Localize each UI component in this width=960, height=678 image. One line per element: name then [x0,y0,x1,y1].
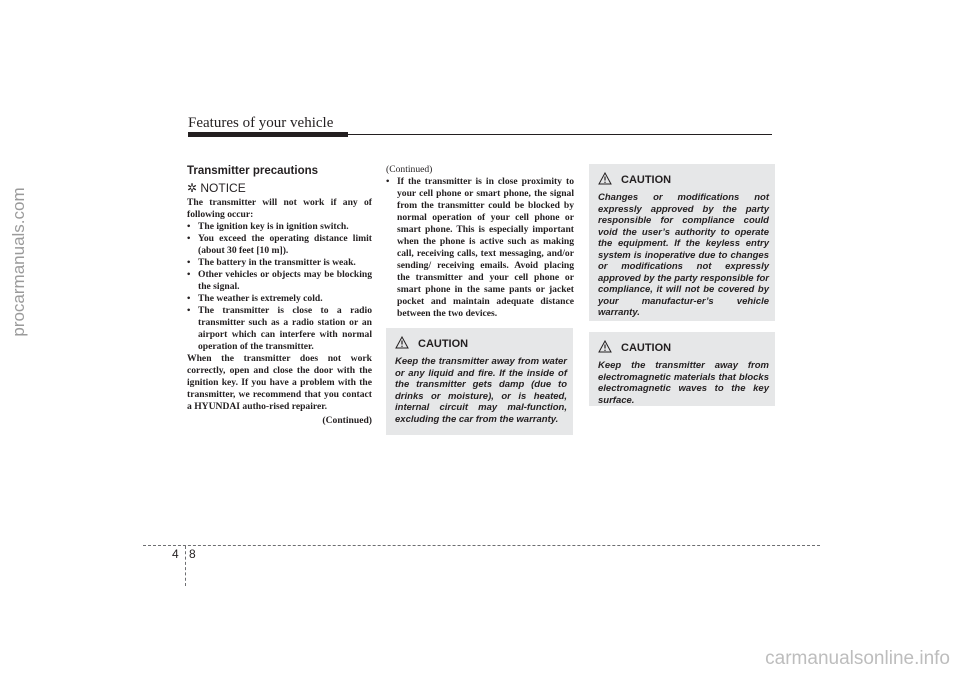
continued-label: (Continued) [322,415,372,426]
list-item: • The weather is extremely cold. [187,293,372,305]
column-2 [386,164,574,320]
list-item: • The battery in the transmitter is weak. [187,257,372,269]
chapter-number: 4 [172,547,179,561]
caution-text: Changes or modifications not expressly approved by the party responsible for compliance could void the user’s authority to operate the equipment. If the keyless entry system is inoperative due to changes or modifications not expressly approved by the party responsible for compliance, it will not be covered by your manufactur-er’s vehicle warranty. [598,192,769,318]
footer-divider [185,546,186,586]
notice-paragraph: When the transmitter does not work correctly, open and close the door with the ignition key. If you have a problem with the transmitter, we recommend that you contact a HYUNDAI autho-rised repairer. [187,353,372,412]
notice-bullet-list [187,221,372,353]
warning-triangle-icon [598,340,612,353]
list-item: • The transmitter is close to a radio transmitter such as a radio station or an airport which can interfere with normal operation of the transmitter. [187,305,372,353]
bottom-watermark: carmanualsonline.info [765,648,950,669]
caution-label: CAUTION [621,174,672,186]
caution-box-electromagnetic [589,332,775,406]
caution-text: Keep the transmitter away from water or any liquid and fire. If the inside of the transmitter gets damp (due to drinks or moisture), or is heated, internal circuit may mal-function, excluding the car from the warranty. [395,356,567,425]
notice-bullet-list [386,176,574,320]
caution-box-water [386,328,573,435]
footer-rule [143,545,820,546]
header-bar [188,132,348,137]
list-item: • Other vehicles or objects may be blocking the signal. [187,269,372,293]
warning-triangle-icon [395,336,409,349]
notice-intro: The transmitter will not work if any of following occur: [187,197,372,220]
header-rule [348,134,772,135]
warning-triangle-icon [598,172,612,185]
caution-label: CAUTION [418,338,469,350]
caution-label: CAUTION [621,342,672,354]
page-number: 8 [189,547,196,561]
notice-label: ✲ NOTICE [187,181,246,195]
list-item: • The ignition key is in ignition switch. [187,221,372,233]
page-header-title: Features of your vehicle [188,115,334,131]
caution-box-modifications [589,164,775,321]
side-watermark: procarmanuals.com [9,187,28,337]
continued-label: (Continued) [386,164,433,175]
list-item: • You exceed the operating distance limit (about 30 feet [10 m]). [187,233,372,257]
list-item: • If the transmitter is in close proximity to your cell phone or smart phone, the signal from the transmitter could be blocked by normal operation of your cell phone or smart phone. This is especially important when the phone is active such as making call, receiving calls, text messaging, and/or sending/ receiving emails. Avoid placing the transmitter and your cell phone or smart phone in the same pants or jacket pocket and maintain adequate distance between the two devices. [386,176,574,320]
section-title: Transmitter precautions [187,165,319,177]
caution-text: Keep the transmitter away from electromagnetic materials that blocks electromagnetic waves to the key surface. [598,360,769,406]
column-1 [187,164,372,427]
